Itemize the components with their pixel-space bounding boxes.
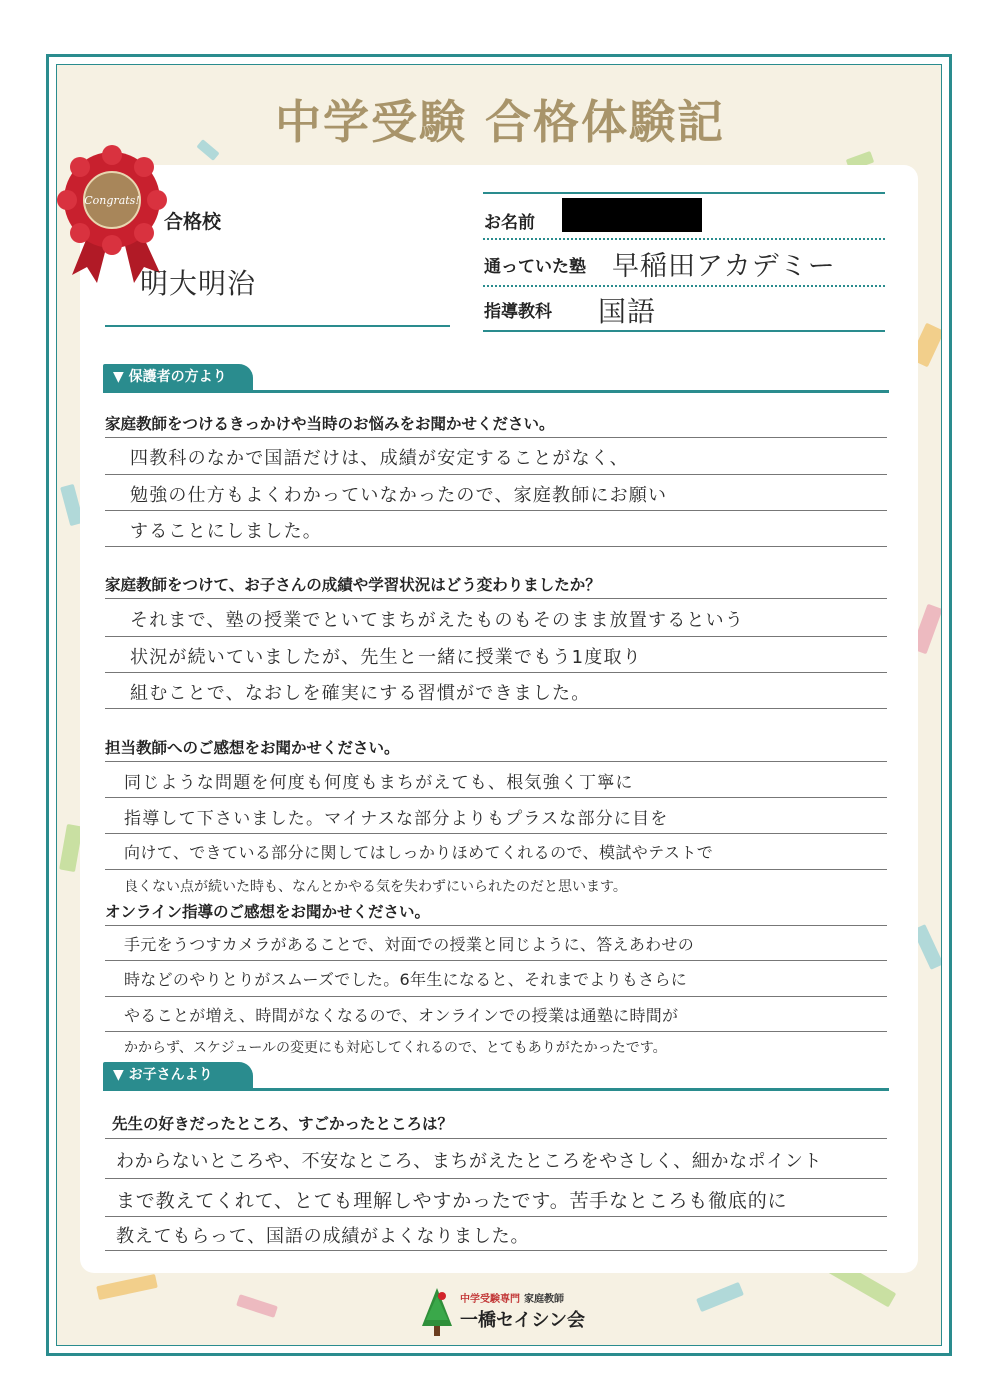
header-top-rule: [483, 192, 885, 194]
header-bottom-rule: [483, 330, 885, 332]
confetti-piece: [696, 1282, 744, 1312]
logo-name: 一橋セイシン会: [460, 1310, 586, 1331]
parent-section-tab: ▼ 保護者の方より: [103, 364, 253, 390]
ruled-line: [105, 996, 887, 997]
ruled-line: [105, 510, 887, 511]
juku-label: 通っていた塾: [484, 257, 586, 277]
company-logo: [420, 1286, 600, 1342]
ruled-line: [105, 869, 887, 870]
answer-4-line-4: かからず、スケジュールの変更にも対応してくれるので、とてもありがたかったです。: [124, 1040, 667, 1056]
answer-5-line-2: まで教えてくれて、とても理解しやすかったです。苦手なところも徹底的に: [116, 1190, 788, 1212]
question-2: 家庭教師をつけて、お子さんの成績や学習状況はどう変わりましたか？: [105, 576, 601, 594]
rosette-text: Congrats!: [84, 194, 140, 207]
ruled-line: [105, 1178, 887, 1179]
child-section-rule: [103, 1088, 889, 1091]
juku-value: 早稲田アカデミー: [612, 251, 836, 282]
answer-5-line-3: 教えてもらって、国語の成績がよくなりました。: [116, 1226, 530, 1247]
answer-1-line-1: 四教科のなかで国語だけは、成績が安定することがなく、: [130, 448, 629, 469]
school-label: 合格校: [164, 211, 222, 233]
confetti-piece: [96, 1274, 158, 1300]
ruled-line: [105, 960, 887, 961]
answer-4-line-3: やることが増え、時間がなくなるので、オンラインでの授業は通塾に時間が: [124, 1006, 679, 1025]
school-underline: [105, 325, 450, 327]
answer-1-line-2: 勉強の仕方もよくわかっていなかったので、家庭教師にお願い: [130, 485, 668, 506]
answer-5-line-1: わからないところや、不安なところ、まちがえたところをやさしく、細かなポイント: [116, 1151, 823, 1172]
school-value: 明大明治: [140, 267, 257, 300]
juku-divider: [483, 285, 885, 287]
answer-4-line-1: 手元をうつすカメラがあることで、対面での授業と同じように、答えあわせの: [124, 935, 695, 954]
ruled-line: [105, 672, 887, 673]
tree-logo-icon: [420, 1286, 454, 1338]
ruled-line: [105, 925, 887, 926]
ruled-line: [105, 1031, 887, 1032]
name-label: お名前: [484, 213, 535, 233]
name-divider: [483, 238, 885, 240]
name-redaction: [562, 198, 702, 232]
question-4: オンライン指導のご感想をお聞かせください。: [105, 903, 431, 921]
logo-tagline: 中学受験専門 家庭教師: [460, 1294, 564, 1305]
question-3: 担当教師へのご感想をお聞かせください。: [105, 739, 400, 757]
ruled-line: [105, 1138, 887, 1139]
answer-2-line-2: 状況が続いていましたが、先生と一緒に授業でもう1度取り: [130, 647, 642, 668]
answer-3-line-2: 指導して下さいました。マイナスな部分よりもプラスな部分に目を: [124, 809, 669, 829]
ruled-line: [105, 1250, 887, 1251]
subject-value: 国語: [598, 295, 657, 328]
ruled-line: [105, 833, 887, 834]
question-1: 家庭教師をつけるきっかけや当時のお悩みをお聞かせください。: [105, 415, 555, 433]
confetti-piece: [236, 1294, 278, 1318]
page-title: 中学受験 合格体験記: [274, 95, 725, 149]
answer-3-line-4: 良くない点が続いた時も、なんとかやる気を失わずにいられたのだと思います。: [124, 879, 627, 895]
ruled-line: [105, 708, 887, 709]
child-section-tab: ▼ お子さんより: [103, 1062, 253, 1088]
ruled-line: [105, 546, 887, 547]
ruled-line: [105, 474, 887, 475]
answer-3-line-1: 同じような問題を何度も何度もまちがえても、根気強く丁寧に: [124, 773, 634, 793]
parent-section-rule: [103, 390, 889, 393]
ruled-line: [105, 636, 887, 637]
ruled-line: [105, 1216, 887, 1217]
ruled-line: [105, 761, 887, 762]
answer-2-line-1: それまで、塾の授業でといてまちがえたものもそのまま放置するという: [130, 610, 745, 631]
ruled-line: [105, 797, 887, 798]
question-5: 先生の好きだったところ、すごかったところは？: [112, 1115, 454, 1133]
answer-4-line-2: 時などのやりとりがスムーズでした。6年生になると、それまでよりもさらに: [124, 970, 688, 989]
answer-2-line-3: 組むことで、なおしを確実にする習慣ができました。: [130, 683, 591, 704]
answer-1-line-3: することにしました。: [130, 521, 322, 542]
ruled-line: [105, 598, 887, 599]
ruled-line: [105, 437, 887, 438]
answer-3-line-3: 向けて、できている部分に関してはしっかりほめてくれるので、模試やテストで: [124, 843, 714, 862]
subject-label: 指導教科: [484, 302, 552, 322]
